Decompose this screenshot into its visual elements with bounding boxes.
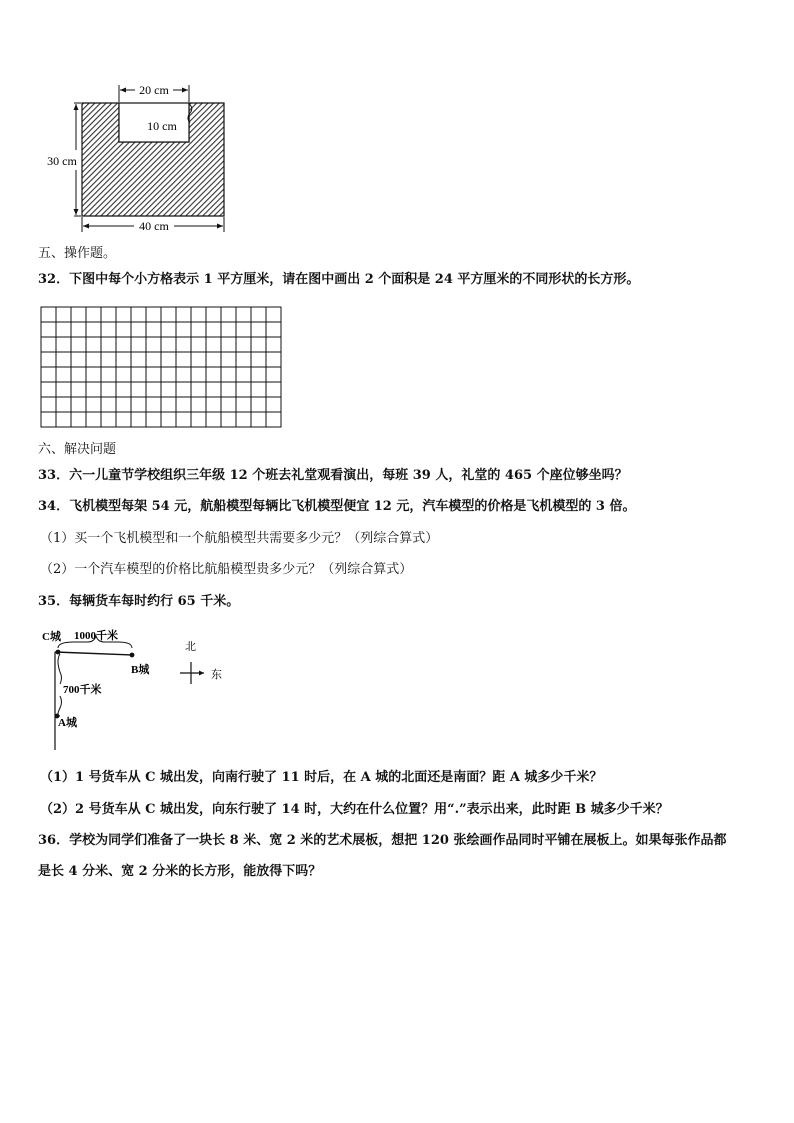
grid-cell[interactable]	[56, 337, 71, 352]
grid-cell[interactable]	[116, 397, 131, 412]
grid-cell[interactable]	[41, 367, 56, 382]
grid-cell[interactable]	[146, 337, 161, 352]
grid-cell[interactable]	[131, 352, 146, 367]
grid-cell[interactable]	[251, 367, 266, 382]
grid-cell[interactable]	[161, 337, 176, 352]
grid-cell[interactable]	[206, 397, 221, 412]
grid-cell[interactable]	[56, 397, 71, 412]
grid-cell[interactable]	[146, 367, 161, 382]
grid-cell[interactable]	[191, 382, 206, 397]
grid-cell[interactable]	[131, 397, 146, 412]
grid-cell[interactable]	[176, 397, 191, 412]
grid-cell[interactable]	[236, 382, 251, 397]
grid-cell[interactable]	[71, 352, 86, 367]
grid-cell[interactable]	[266, 412, 281, 427]
grid-cell[interactable]	[176, 367, 191, 382]
section-five-heading: 五、操作题。	[38, 246, 117, 261]
grid-cell[interactable]	[236, 322, 251, 337]
grid-cell[interactable]	[161, 307, 176, 322]
grid-cell[interactable]	[221, 307, 236, 322]
grid-cell[interactable]	[101, 322, 116, 337]
question-36-line-1: 36．学校为同学们准备了一块长 8 米、宽 2 米的艺术展板，想把 120 张绘画作品同时平铺在展板上。如果每张作品都	[38, 833, 727, 848]
grid-cell[interactable]	[236, 352, 251, 367]
grid-cell[interactable]	[71, 412, 86, 427]
grid-cell[interactable]	[146, 397, 161, 412]
grid-cell[interactable]	[131, 307, 146, 322]
grid-cell[interactable]	[146, 382, 161, 397]
grid-cell[interactable]	[191, 367, 206, 382]
grid-cell[interactable]	[86, 412, 101, 427]
grid-cell[interactable]	[191, 307, 206, 322]
grid-cell[interactable]	[251, 322, 266, 337]
grid-cell[interactable]	[101, 367, 116, 382]
grid-cell[interactable]	[251, 412, 266, 427]
grid-cell[interactable]	[191, 322, 206, 337]
inner-dimension-label: 10 cm	[147, 119, 177, 133]
grid-cell[interactable]	[56, 412, 71, 427]
question-35: 35．每辆货车每时约行 65 千米。	[38, 594, 240, 609]
grid-cell[interactable]	[41, 397, 56, 412]
grid-cell[interactable]	[236, 367, 251, 382]
question-34: 34．飞机模型每架 54 元，航船模型每辆比飞机模型便宜 12 元，汽车模型的价格是飞机模型的 3 倍。	[38, 499, 636, 514]
grid-cell[interactable]	[191, 397, 206, 412]
grid-cell[interactable]	[146, 322, 161, 337]
grid-cell[interactable]	[86, 397, 101, 412]
grid-cell[interactable]	[236, 307, 251, 322]
grid-cell[interactable]	[71, 307, 86, 322]
grid-cell[interactable]	[191, 352, 206, 367]
grid-cell[interactable]	[236, 412, 251, 427]
section-six-heading: 六、解决问题	[38, 442, 117, 457]
grid-cell[interactable]	[206, 367, 221, 382]
grid-cell[interactable]	[146, 307, 161, 322]
grid-cell[interactable]	[251, 382, 266, 397]
grid-cell[interactable]	[41, 337, 56, 352]
question-32: 32．下图中每个小方格表示 1 平方厘米，请在图中画出 2 个面积是 24 平方厘米的不同形状的长方形。	[38, 272, 640, 287]
grid-cell[interactable]	[221, 337, 236, 352]
grid-cell[interactable]	[161, 382, 176, 397]
grid-cell[interactable]	[161, 367, 176, 382]
grid-cell[interactable]	[266, 352, 281, 367]
grid-cell[interactable]	[86, 337, 101, 352]
grid-cell[interactable]	[56, 307, 71, 322]
question-35-part-2: （2）2 号货车从 C 城出发，向东行驶了 14 时，大约在什么位置？用“.”表示出来，此时距 B 城多少千米？	[40, 802, 669, 817]
grid-cell[interactable]	[146, 412, 161, 427]
grid-cell[interactable]	[56, 367, 71, 382]
grid-cell[interactable]	[71, 397, 86, 412]
grid-cell[interactable]	[56, 322, 71, 337]
city-c-label: C城	[42, 631, 61, 643]
question-34-part-1: （1）买一个飞机模型和一个航船模型共需要多少元？（列综合算式）	[40, 531, 439, 546]
grid-cell[interactable]	[221, 382, 236, 397]
grid-cell[interactable]	[101, 412, 116, 427]
grid-cell[interactable]	[266, 307, 281, 322]
city-map	[38, 620, 238, 755]
grid-cell[interactable]	[146, 352, 161, 367]
grid-cell[interactable]	[176, 352, 191, 367]
grid-cell[interactable]	[131, 412, 146, 427]
grid-cell[interactable]	[71, 382, 86, 397]
grid-cell[interactable]	[101, 397, 116, 412]
grid-cell[interactable]	[266, 322, 281, 337]
grid-cell[interactable]	[131, 367, 146, 382]
grid-cell[interactable]	[116, 322, 131, 337]
grid-cell[interactable]	[221, 352, 236, 367]
compass-north-label: 北	[185, 641, 196, 653]
grid-cell[interactable]	[86, 367, 101, 382]
grid-cell[interactable]	[266, 337, 281, 352]
grid-cell[interactable]	[116, 412, 131, 427]
ca-distance-label: 700千米	[63, 684, 102, 696]
grid-cell[interactable]	[56, 352, 71, 367]
grid-cell[interactable]	[101, 352, 116, 367]
grid-cell[interactable]	[206, 382, 221, 397]
city-a-label: A城	[58, 717, 77, 729]
grid-cell[interactable]	[221, 322, 236, 337]
grid-cell[interactable]	[206, 307, 221, 322]
top-dimension-label: 20 cm	[139, 83, 169, 97]
city-b-label: B城	[131, 664, 150, 676]
grid-cell[interactable]	[206, 337, 221, 352]
grid-cell[interactable]	[206, 322, 221, 337]
grid-cell[interactable]	[86, 307, 101, 322]
grid-cell[interactable]	[176, 382, 191, 397]
square-grid[interactable]	[40, 306, 286, 428]
grid-cell[interactable]	[56, 382, 71, 397]
grid-cell[interactable]	[41, 307, 56, 322]
question-33: 33．六一儿童节学校组织三年级 12 个班去礼堂观看演出，每班 39 人，礼堂的 465 个座位够坐吗？	[38, 468, 628, 483]
grid-cell[interactable]	[116, 367, 131, 382]
grid-cell[interactable]	[161, 412, 176, 427]
grid-cell[interactable]	[116, 307, 131, 322]
bottom-dimension-label: 40 cm	[139, 219, 169, 233]
grid-cell[interactable]	[236, 337, 251, 352]
grid-cell[interactable]	[131, 337, 146, 352]
question-34-part-2: （2）一个汽车模型的价格比航船模型贵多少元？（列综合算式）	[40, 562, 413, 577]
grid-cell[interactable]	[266, 367, 281, 382]
left-dimension-label: 30 cm	[47, 154, 77, 168]
grid-cell[interactable]	[266, 382, 281, 397]
grid-cell[interactable]	[86, 322, 101, 337]
grid-cell[interactable]	[251, 337, 266, 352]
grid-cell[interactable]	[161, 322, 176, 337]
compass-east-label: 东	[211, 669, 222, 681]
grid-cell[interactable]	[251, 352, 266, 367]
grid-cell[interactable]	[41, 352, 56, 367]
grid-cell[interactable]	[71, 337, 86, 352]
grid-cell[interactable]	[71, 322, 86, 337]
grid-cell[interactable]	[221, 367, 236, 382]
grid-cell[interactable]	[221, 412, 236, 427]
cb-distance-label: 1000千米	[74, 630, 118, 642]
grid-cell[interactable]	[101, 307, 116, 322]
grid-cell[interactable]	[131, 322, 146, 337]
grid-cell[interactable]	[116, 337, 131, 352]
grid-cell[interactable]	[161, 352, 176, 367]
grid-cell[interactable]	[131, 382, 146, 397]
grid-cell[interactable]	[236, 397, 251, 412]
question-36-line-2: 是长 4 分米、宽 2 分米的长方形，能放得下吗？	[38, 864, 322, 879]
grid-cell[interactable]	[101, 337, 116, 352]
grid-cell[interactable]	[191, 337, 206, 352]
grid-cell[interactable]	[251, 307, 266, 322]
grid-cell[interactable]	[86, 382, 101, 397]
grid-cell[interactable]	[206, 352, 221, 367]
grid-cell[interactable]	[221, 397, 236, 412]
grid-cell[interactable]	[116, 352, 131, 367]
rectangle-figure	[38, 80, 248, 240]
grid-cell[interactable]	[41, 412, 56, 427]
grid-cell[interactable]	[206, 412, 221, 427]
grid-cell[interactable]	[176, 322, 191, 337]
grid-cell[interactable]	[161, 397, 176, 412]
grid-cell[interactable]	[191, 412, 206, 427]
grid-cell[interactable]	[266, 397, 281, 412]
grid-cell[interactable]	[86, 352, 101, 367]
grid-cell[interactable]	[176, 307, 191, 322]
grid-cell[interactable]	[176, 412, 191, 427]
grid-cell[interactable]	[71, 367, 86, 382]
grid-cell[interactable]	[116, 382, 131, 397]
grid-cell[interactable]	[41, 382, 56, 397]
grid-cell[interactable]	[101, 382, 116, 397]
grid-cell[interactable]	[176, 337, 191, 352]
question-35-part-1: （1）1 号货车从 C 城出发，向南行驶了 11 时后，在 A 城的北面还是南面？距 A 城多少千米？	[40, 770, 603, 785]
grid-cell[interactable]	[251, 397, 266, 412]
grid-cell[interactable]	[41, 322, 56, 337]
